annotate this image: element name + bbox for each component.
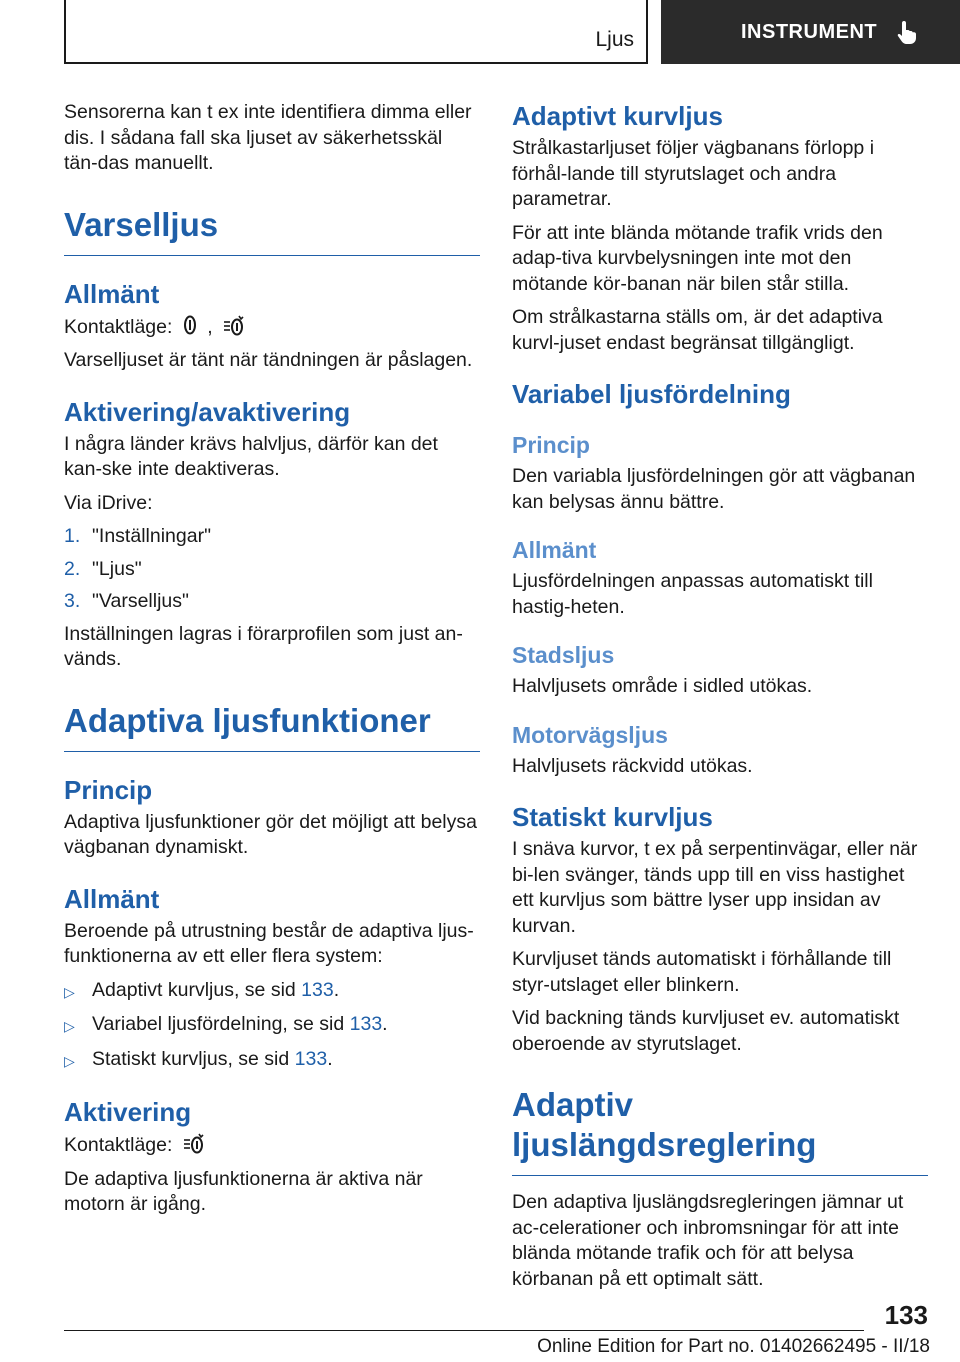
kontakt-line-varselljus: [64, 314, 480, 341]
triangle-bullet-icon: ▷: [64, 1018, 75, 1034]
heading-aktivering: Aktivering: [64, 1097, 192, 1127]
idrive-steps: [64, 524, 480, 615]
heading-variabel-princip: Princip: [512, 432, 590, 458]
triangle-bullet-icon: ▷: [64, 983, 75, 1000]
list-item: 3. "Varselljus": [64, 590, 189, 612]
heading-adaptiv-ljuslangdsreglering: Adaptiv ljuslängdsreglering: [512, 1085, 928, 1176]
system-list: [64, 978, 480, 1075]
kontakt-separator: ,: [207, 315, 213, 338]
page-link[interactable]: 133: [294, 1047, 328, 1070]
footer-divider: [64, 1330, 864, 1331]
heading-princip: Princip: [64, 774, 153, 805]
aktivering-text: I några länder krävs halvljus, därför kan det kan-ske inte deaktiveras.: [64, 432, 438, 480]
kurvljus-p2: För att inte blända mötande trafik vrids den adap-tiva kurvbelysningen inte mot den mötande kör-banan när bilen står stilla.: [512, 221, 883, 295]
stadsljus-text: Halvljusets område i sidled utökas.: [512, 675, 813, 697]
variabel-allmant-text: Ljusfördelningen anpassas automatiskt till hastig-heten.: [512, 570, 873, 618]
ignition-key-standby-icon: [182, 314, 198, 336]
adaptiva-allmant-text: Beroende på utrustning består de adaptiva ljus-funktionerna av ett eller flera system:: [64, 919, 474, 967]
page-number: 133: [884, 1300, 928, 1330]
triangle-bullet-icon: ▷: [64, 1052, 75, 1069]
list-item: 2. "Ljus": [64, 557, 142, 580]
variabel-princip-text: Den variabla ljusfördelningen gör att vägbanan kan belysas ännu bättre.: [512, 465, 916, 513]
heading-varselljus: Varselljus: [64, 205, 480, 256]
heading-statiskt-kurvljus: Statiskt kurvljus: [512, 802, 713, 832]
princip-text: Adaptiva ljusfunktioner gör det möjligt att belysa vägbanan dynamiskt.: [64, 810, 477, 858]
header-chapter-tab: [661, 0, 960, 64]
right-column: [512, 100, 928, 1300]
intro-paragraph: Sensorerna kan t ex inte identifiera dimma eller dis. I sådana fall ska ljuset av säkerhetsskäl tän-das manuellt.: [64, 101, 472, 174]
heading-motorvagsljus: Motorvägsljus: [512, 721, 668, 748]
statiskt-p1: I snäva kurvor, t ex på serpentinvägar, eller när bi-len svänger, tänds upp till en viss hastighet ett kurvljus som bättre lyser upp insidan av kurvan.: [512, 838, 918, 937]
varselljus-allmant-text: Varselljuset är tänt när tändningen är påslagen.: [64, 349, 473, 371]
footer-edition: Online Edition for Part no. 01402662495 - II/18: [537, 1336, 930, 1357]
heading-stadsljus: Stadsljus: [512, 642, 615, 668]
heading-adaptiva-allmant: Allmänt: [64, 883, 160, 914]
heading-variabel-ljusfordelning: Variabel ljusfördelning: [512, 379, 791, 409]
kurvljus-p1: Strålkastarljuset följer vägbanans förlopp i förhål-lande till styrutslaget och andra parametrar.: [512, 137, 875, 210]
motorvagsljus-text: Halvljusets räckvidd utökas.: [512, 754, 753, 777]
ignition-key-on-icon: [222, 314, 246, 336]
left-column: [64, 100, 480, 1226]
langd-p1: Den adaptiva ljuslängdsregleringen jämnar ut ac-celerationer och inbromsningar för att inte blända mötande trafik och för att belysa körbanan på ett optimalt sätt.: [512, 1191, 904, 1290]
statiskt-p3: Vid backning tänds kurvljuset ev. automatiskt oberoende av styrutslaget.: [512, 1007, 900, 1055]
aktivering-adaptiva-text: De adaptiva ljusfunktionerna är aktiva när motorn är igång.: [64, 1167, 423, 1215]
statiskt-p2: Kurvljuset tänds automatiskt i förhållande till styr-utslaget eller blinkern.: [512, 948, 892, 996]
via-idrive: Via iDrive:: [64, 491, 153, 514]
page-link[interactable]: 133: [349, 1013, 383, 1035]
list-item: 1. "Inställningar": [64, 525, 211, 547]
header-section-box: [64, 0, 648, 64]
list-item: ▷ Adaptivt kurvljus, se sid 133.: [64, 978, 480, 1006]
ignition-key-on-icon: [182, 1132, 206, 1154]
header-chapter-title: INSTRUMENT: [741, 20, 878, 43]
kontakt-label: Kontaktläge:: [64, 315, 173, 338]
heading-varselljus-allmant: Allmänt: [64, 278, 160, 309]
heading-adaptivt-kurvljus: Adaptivt kurvljus: [512, 101, 723, 131]
list-item: ▷ Variabel ljusfördelning, se sid 133.: [64, 1012, 480, 1040]
heading-aktivering-avaktivering: Aktivering/avaktivering: [64, 396, 351, 427]
kontakt-label: Kontaktläge:: [64, 1134, 173, 1156]
header-section-title: Ljus: [595, 28, 634, 51]
heading-adaptiva-ljusfunktioner: Adaptiva ljusfunktioner: [64, 701, 480, 752]
heading-variabel-allmant: Allmänt: [512, 537, 597, 563]
installningen-text: Inställningen lagras i förarprofilen som just an-vänds.: [64, 622, 463, 670]
page-link[interactable]: 133: [301, 978, 334, 1001]
list-item: ▷ Statiskt kurvljus, se sid 133.: [64, 1047, 480, 1075]
kurvljus-p3: Om strålkastarna ställs om, är det adaptiva kurvl-juset endast begränsat tillgängligt.: [512, 306, 883, 354]
hand-pointer-icon: [895, 19, 919, 45]
kontakt-line-adaptiva: [64, 1132, 480, 1159]
